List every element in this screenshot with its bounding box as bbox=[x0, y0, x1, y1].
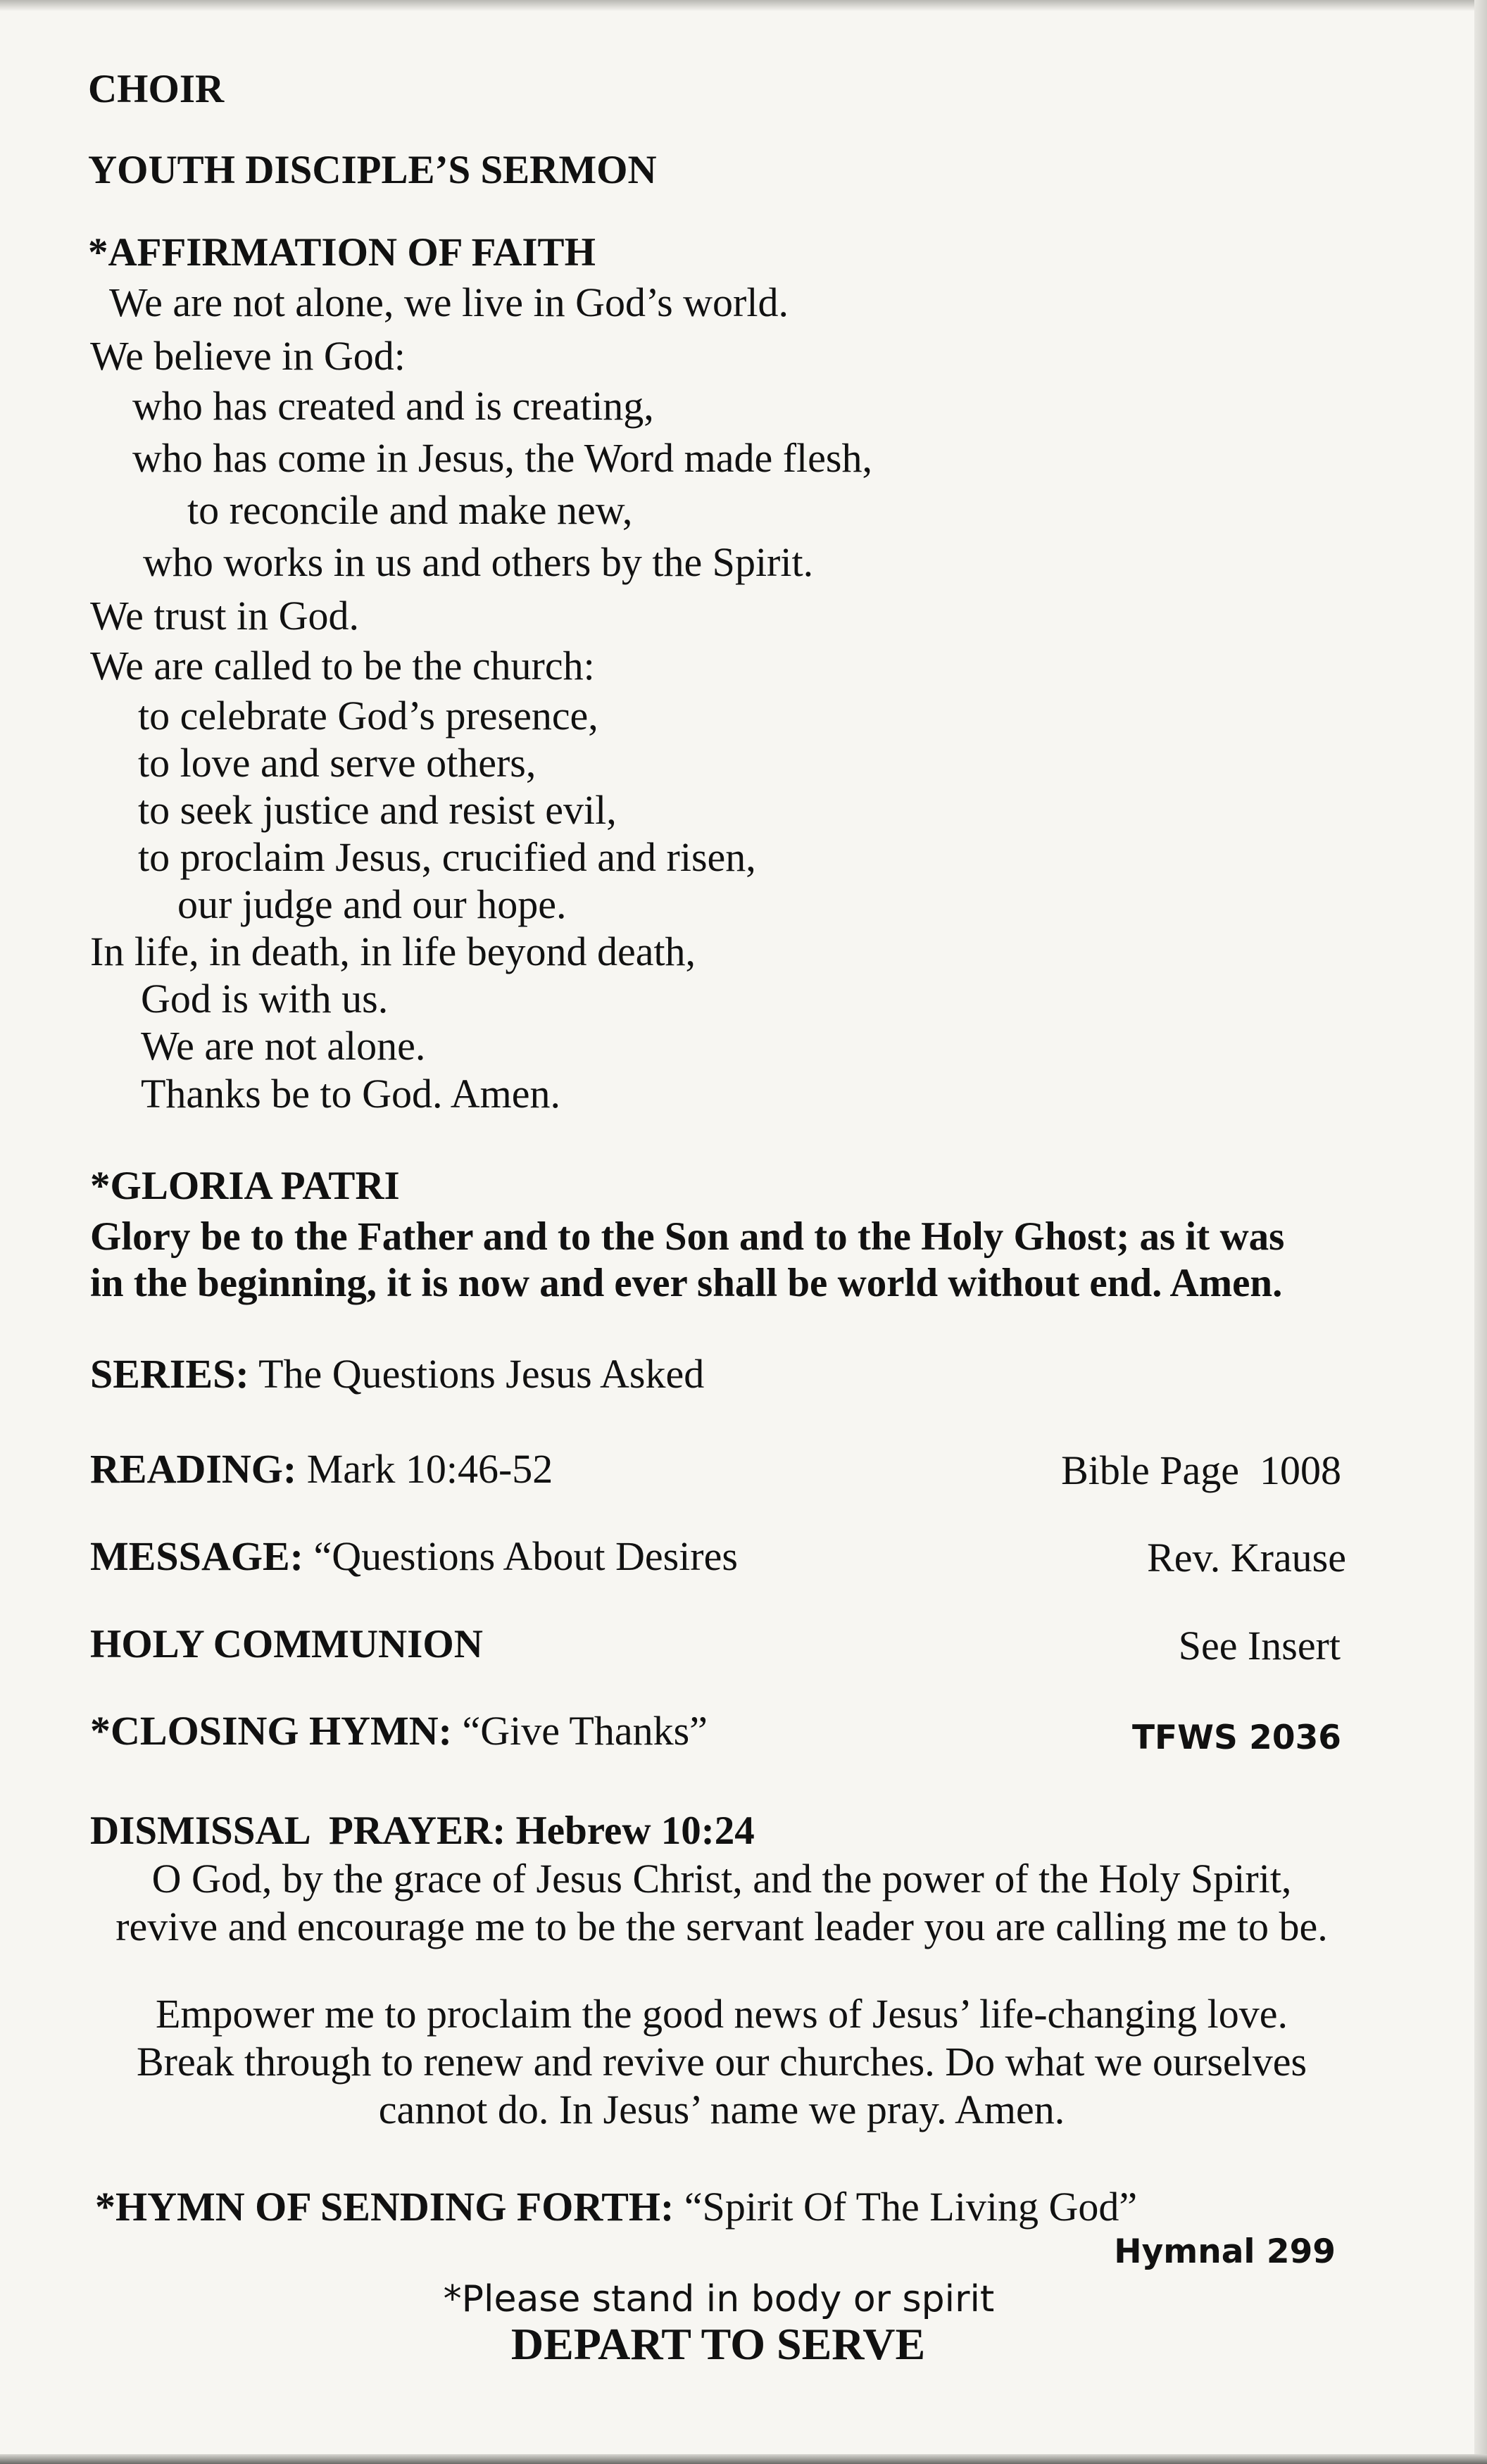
sending-hymn-number: Hymnal 299 bbox=[1114, 2232, 1336, 2271]
dismissal-line: O God, by the grace of Jesus Christ, and the power of the Holy Spirit, bbox=[151, 1856, 1292, 1902]
page-edge-right bbox=[1474, 0, 1487, 2464]
reading-bible-page: Bible Page 1008 bbox=[1061, 1447, 1341, 1493]
dismissal-line: Empower me to proclaim the good news of Jesus’ life-changing love. bbox=[156, 1991, 1288, 2037]
affirmation-heading: *AFFIRMATION OF FAITH bbox=[88, 230, 596, 275]
communion-note: See Insert bbox=[1178, 1623, 1341, 1668]
affirmation-line: to seek justice and resist evil, bbox=[138, 787, 617, 833]
series-text: The Questions Jesus Asked bbox=[258, 1351, 705, 1397]
page-edge-bottom bbox=[0, 2454, 1487, 2464]
message-text: “Questions About Desires bbox=[313, 1533, 738, 1579]
reading-line bbox=[90, 1446, 553, 1492]
closing-hymn-number: TFWS 2036 bbox=[1131, 1718, 1341, 1757]
affirmation-line: to celebrate God’s presence, bbox=[138, 693, 598, 738]
affirmation-line: to love and serve others, bbox=[138, 740, 537, 786]
dismissal-line: Break through to renew and revive our churches. Do what we ourselves bbox=[136, 2039, 1307, 2085]
closing-hymn-label: *CLOSING HYMN: bbox=[90, 1708, 452, 1754]
choir-heading: CHOIR bbox=[88, 67, 225, 111]
affirmation-line: our judge and our hope. bbox=[177, 881, 567, 927]
message-line bbox=[90, 1533, 738, 1579]
dismissal-line: revive and encourage me to be the servant leader you are calling me to be. bbox=[115, 1904, 1328, 1949]
affirmation-line: who has created and is creating, bbox=[132, 383, 654, 429]
affirmation-line: to reconcile and make new, bbox=[187, 487, 633, 533]
sending-hymn-line bbox=[95, 2184, 1138, 2230]
page-shadow-top bbox=[0, 0, 1487, 11]
affirmation-line: We are called to be the church: bbox=[90, 643, 595, 689]
affirmation-line: In life, in death, in life beyond death, bbox=[90, 929, 696, 974]
sending-hymn-title: “Spirit Of The Living God” bbox=[684, 2184, 1138, 2230]
message-label: MESSAGE: bbox=[90, 1533, 303, 1579]
affirmation-line: to proclaim Jesus, crucified and risen, bbox=[138, 834, 756, 880]
affirmation-line: Thanks be to God. Amen. bbox=[141, 1071, 561, 1117]
affirmation-line: We believe in God: bbox=[90, 333, 406, 379]
sermon-heading: YOUTH DISCIPLE’S SERMON bbox=[88, 148, 657, 192]
communion-label: HOLY COMMUNION bbox=[90, 1622, 483, 1666]
message-preacher: Rev. Krause bbox=[1147, 1535, 1346, 1580]
series-label: SERIES: bbox=[90, 1351, 249, 1397]
reading-text: Mark 10:46-52 bbox=[306, 1446, 553, 1492]
affirmation-line: who works in us and others by the Spirit. bbox=[143, 539, 814, 585]
dismissal-line: cannot do. In Jesus’ name we pray. Amen. bbox=[378, 2087, 1065, 2132]
sending-hymn-label: *HYMN OF SENDING FORTH: bbox=[95, 2184, 675, 2230]
depart-heading: DEPART TO SERVE bbox=[510, 2319, 926, 2369]
affirmation-line: God is with us. bbox=[141, 976, 389, 1022]
affirmation-line: We trust in God. bbox=[90, 593, 359, 639]
affirmation-line: who has come in Jesus, the Word made flesh, bbox=[132, 435, 872, 481]
dismissal-heading: DISMISSAL PRAYER: Hebrew 10:24 bbox=[90, 1809, 755, 1853]
affirmation-line: We are not alone. bbox=[141, 1023, 426, 1069]
reading-label: READING: bbox=[90, 1446, 297, 1492]
gloria-line: Glory be to the Father and to the Son and to the Holy Ghost; as it was bbox=[90, 1214, 1285, 1259]
affirmation-line: We are not alone, we live in God’s world. bbox=[109, 279, 789, 325]
closing-hymn-title: “Give Thanks” bbox=[462, 1708, 708, 1754]
stand-note: *Please stand in body or spirit bbox=[443, 2278, 995, 2320]
gloria-heading: *GLORIA PATRI bbox=[90, 1164, 400, 1208]
closing-hymn-line bbox=[90, 1708, 708, 1754]
gloria-line: in the beginning, it is now and ever shall be world without end. Amen. bbox=[90, 1261, 1283, 1305]
series-line bbox=[90, 1351, 705, 1397]
